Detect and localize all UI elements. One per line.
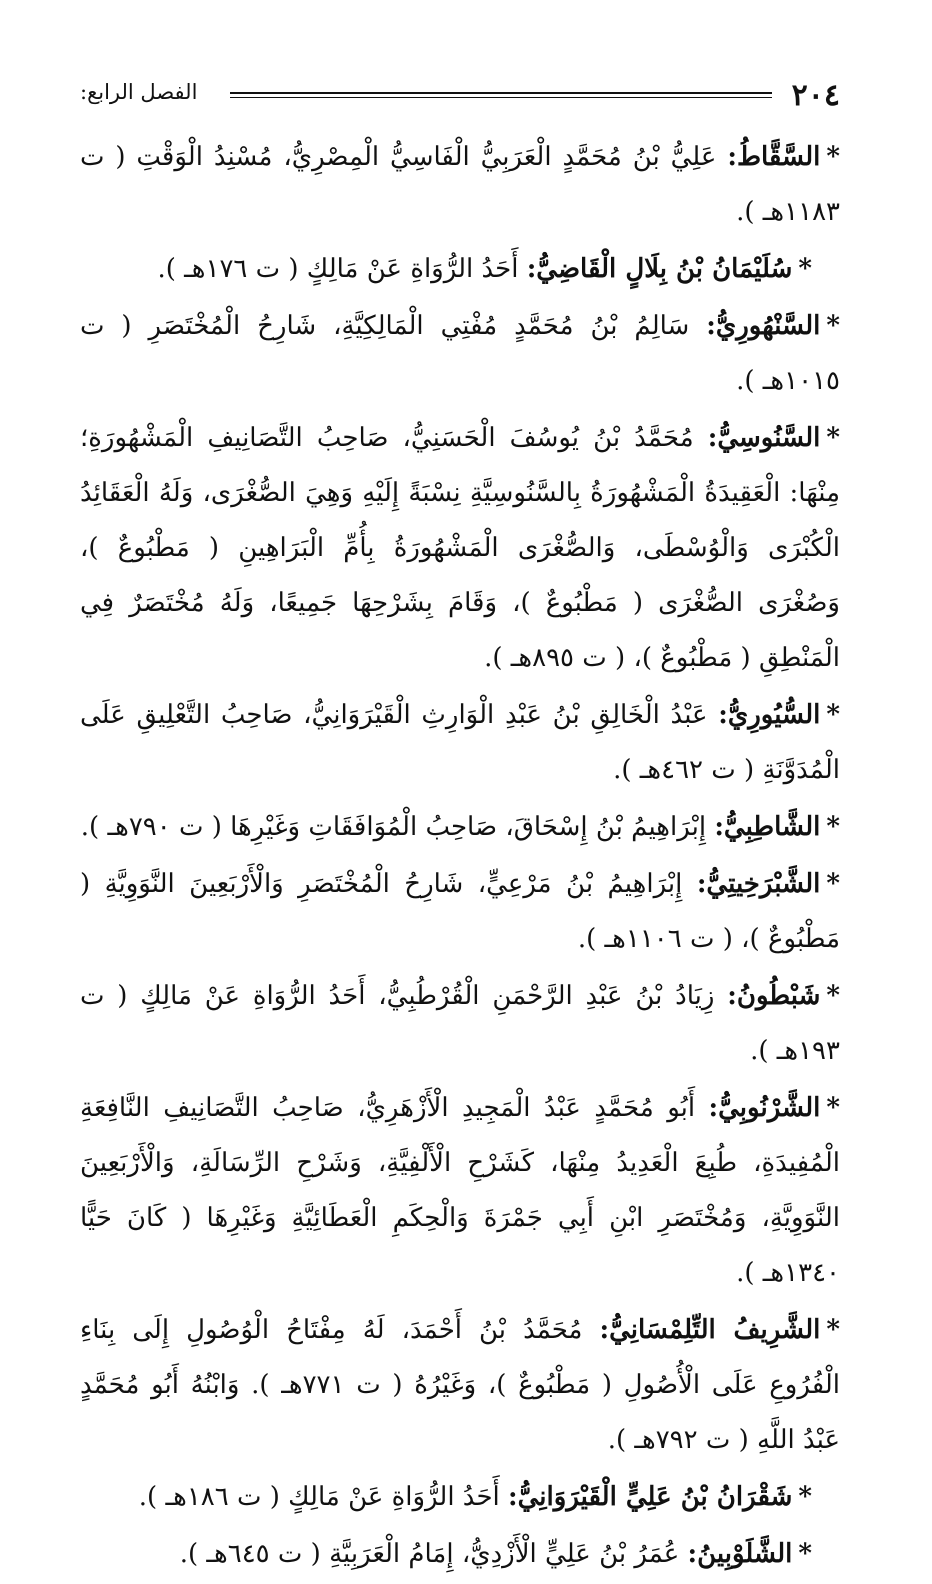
entry [80,242,840,297]
entry-term: شَبْطُونُ: [727,981,821,1011]
bullet-star: * [826,423,840,453]
entry [80,411,840,686]
entry-text: عُمَرُ بْنُ عَلِيٍّ الْأَزْدِيُّ، إِمَامُ الْعَرَبِيَّةِ ( ت ٦٤٥هـ ). [179,1539,680,1569]
entry-text: إِبْرَاهِيمُ بْنُ مَرْعِيٍّ، شَارِحُ الْمُخْتَصَرِ وَالْأَرْبَعِينَ النَّوَوِيَّةِ ( مَطْبُوعٌ )، ( ت ١١٠٦هـ ). [80,869,840,954]
header-rule [230,92,772,98]
entry-text: سَالِمُ بْنُ مُحَمَّدٍ مُفْتِي الْمَالِكِيَّةِ، شَارِحُ الْمُخْتَصَرِ ( ت ١٠١٥هـ ). [80,311,840,396]
entry-term: السُّيُورِيُّ: [718,700,821,730]
entry [80,969,840,1079]
bullet-star: * [826,700,840,730]
entry [80,1081,840,1301]
bullet-star: * [826,311,840,341]
entry-term: السَّنُوسِيُّ: [707,423,821,453]
bullet-star: * [826,1093,840,1123]
page-header [80,78,840,114]
entries-list [80,130,840,1584]
chapter-title: الفصل الرابع: [80,80,198,104]
entry-term: الشَّرْنُوبِيُّ: [708,1093,821,1123]
entry-text: أَبُو مُحَمَّدٍ عَبْدُ الْمَجِيدِ الْأَزْهَرِيُّ، صَاحِبُ التَّصَانِيفِ النَّافِعَةِ الْمُفِيدَةِ، طُبِعَ الْعَدِيدُ مِنْهَا، كَشَرْحِ الْأَلْفِيَّةِ، وَشَرْحِ الرِّسَالَةِ، وَالْأَرْبَعِينَ النَّوَوِيَّةِ، وَمُخْتَصَرِ ابْنِ أَبِي جَمْرَةَ وَالْحِكَمِ الْعَطَائِيَّةِ وَغَيْرِهَا ( كَانَ حَيًّا ١٣٤٠هـ ). [80,1093,840,1288]
entry [80,800,840,855]
entry-term: شَقْرَانُ بْنُ عَلِيٍّ الْقَيْرَوَانِيُّ: [508,1482,793,1512]
entry-text: زِيَادُ بْنُ عَبْدِ الرَّحْمَنِ الْقُرْطُبِيُّ، أَحَدُ الرُّوَاةِ عَنْ مَالِكٍ ( ت ١٩٣هـ ). [80,981,840,1066]
entry-term: السَّنْهُورِيُّ: [706,311,821,341]
bullet-star: * [826,981,840,1011]
bullet-star: * [826,869,841,899]
entry-term: السَّقَّاطُ: [727,142,821,172]
entry-term: الشَّبْرَخِيتِيُّ: [696,869,821,899]
bullet-star: * [798,254,812,284]
entry [80,688,840,798]
bullet-star: * [798,1482,812,1512]
bullet-star: * [798,1539,812,1569]
entry-term: سُلَيْمَانُ بْنُ بِلَالٍ الْقَاضِيُّ: [526,254,793,284]
page-number: ٢٠٤ [791,78,840,113]
entry-text: أَحَدُ الرُّوَاةِ عَنْ مَالِكٍ ( ت ١٨٦هـ ). [138,1482,500,1512]
entry-text: عَبْدُ الْخَالِقِ بْنُ عَبْدِ الْوَارِثِ الْقَيْرَوَانِيُّ، صَاحِبُ التَّعْلِيقِ عَلَى الْمُدَوَّنَةِ ( ت ٤٦٢هـ ). [80,700,840,785]
entry-text: عَلِيُّ بْنُ مُحَمَّدٍ الْعَرَبِيُّ الْفَاسِيُّ الْمِصْرِيُّ، مُسْنِدُ الْوَقْتِ ( ت ١١٨٣هـ ). [80,142,840,227]
entry [80,299,840,409]
entry [80,130,840,240]
entry-text: أَحَدُ الرُّوَاةِ عَنْ مَالِكٍ ( ت ١٧٦هـ ). [157,254,519,284]
entry-term: الشَّلَوْبِينُ: [687,1539,793,1569]
bullet-star: * [826,812,840,842]
entry-term: الشَّرِيفُ التِّلِمْسَانِيُّ: [599,1315,821,1345]
entry [80,857,840,967]
entry-text: مُحَمَّدُ بْنُ أَحْمَدَ، لَهُ مِفْتَاحُ الْوُصُولِ إِلَى بِنَاءِ الْفُرُوعِ عَلَى الْأُصُولِ ( مَطْبُوعٌ )، وَغَيْرُهُ ( ت ٧٧١هـ ). وَابْنُهُ أَبُو مُحَمَّدٍ عَبْدُ اللَّهِ ( ت ٧٩٢هـ ). [80,1315,840,1455]
bullet-star: * [826,142,841,172]
entry-text: مُحَمَّدُ بْنُ يُوسُفَ الْحَسَنِيُّ، صَاحِبُ التَّصَانِيفِ الْمَشْهُورَةِ؛ مِنْهَا: الْعَقِيدَةُ الْمَشْهُورَةُ بِالسَّنُوسِيَّةِ نِسْبَةً إِلَيْهِ وَهِيَ الصُّغْرَى، وَلَهُ الْعَقَائِدُ الْكُبْرَى وَالْوُسْطَى، وَالصُّغْرَى الْمَشْهُورَةُ بِأُمِّ الْبَرَاهِينِ ( مَطْبُوعٌ )، وَصُغْرَى الصُّغْرَى ( مَطْبُوعٌ )، وَقَامَ بِشَرْحِهَا جَمِيعًا، وَلَهُ مُخْتَصَرٌ فِي الْمَنْطِقِ ( مَطْبُوعٌ )، ( ت ٨٩٥هـ ). [80,423,840,673]
entry [80,1470,840,1525]
entry [80,1303,840,1468]
bullet-star: * [826,1315,841,1345]
entry-term: الشَّاطِبِيُّ: [714,812,821,842]
entry-text: إِبْرَاهِيمُ بْنُ إِسْحَاقَ، صَاحِبُ الْمُوَافَقَاتِ وَغَيْرِهَا ( ت ٧٩٠هـ ). [80,812,707,842]
entry [80,1527,840,1582]
